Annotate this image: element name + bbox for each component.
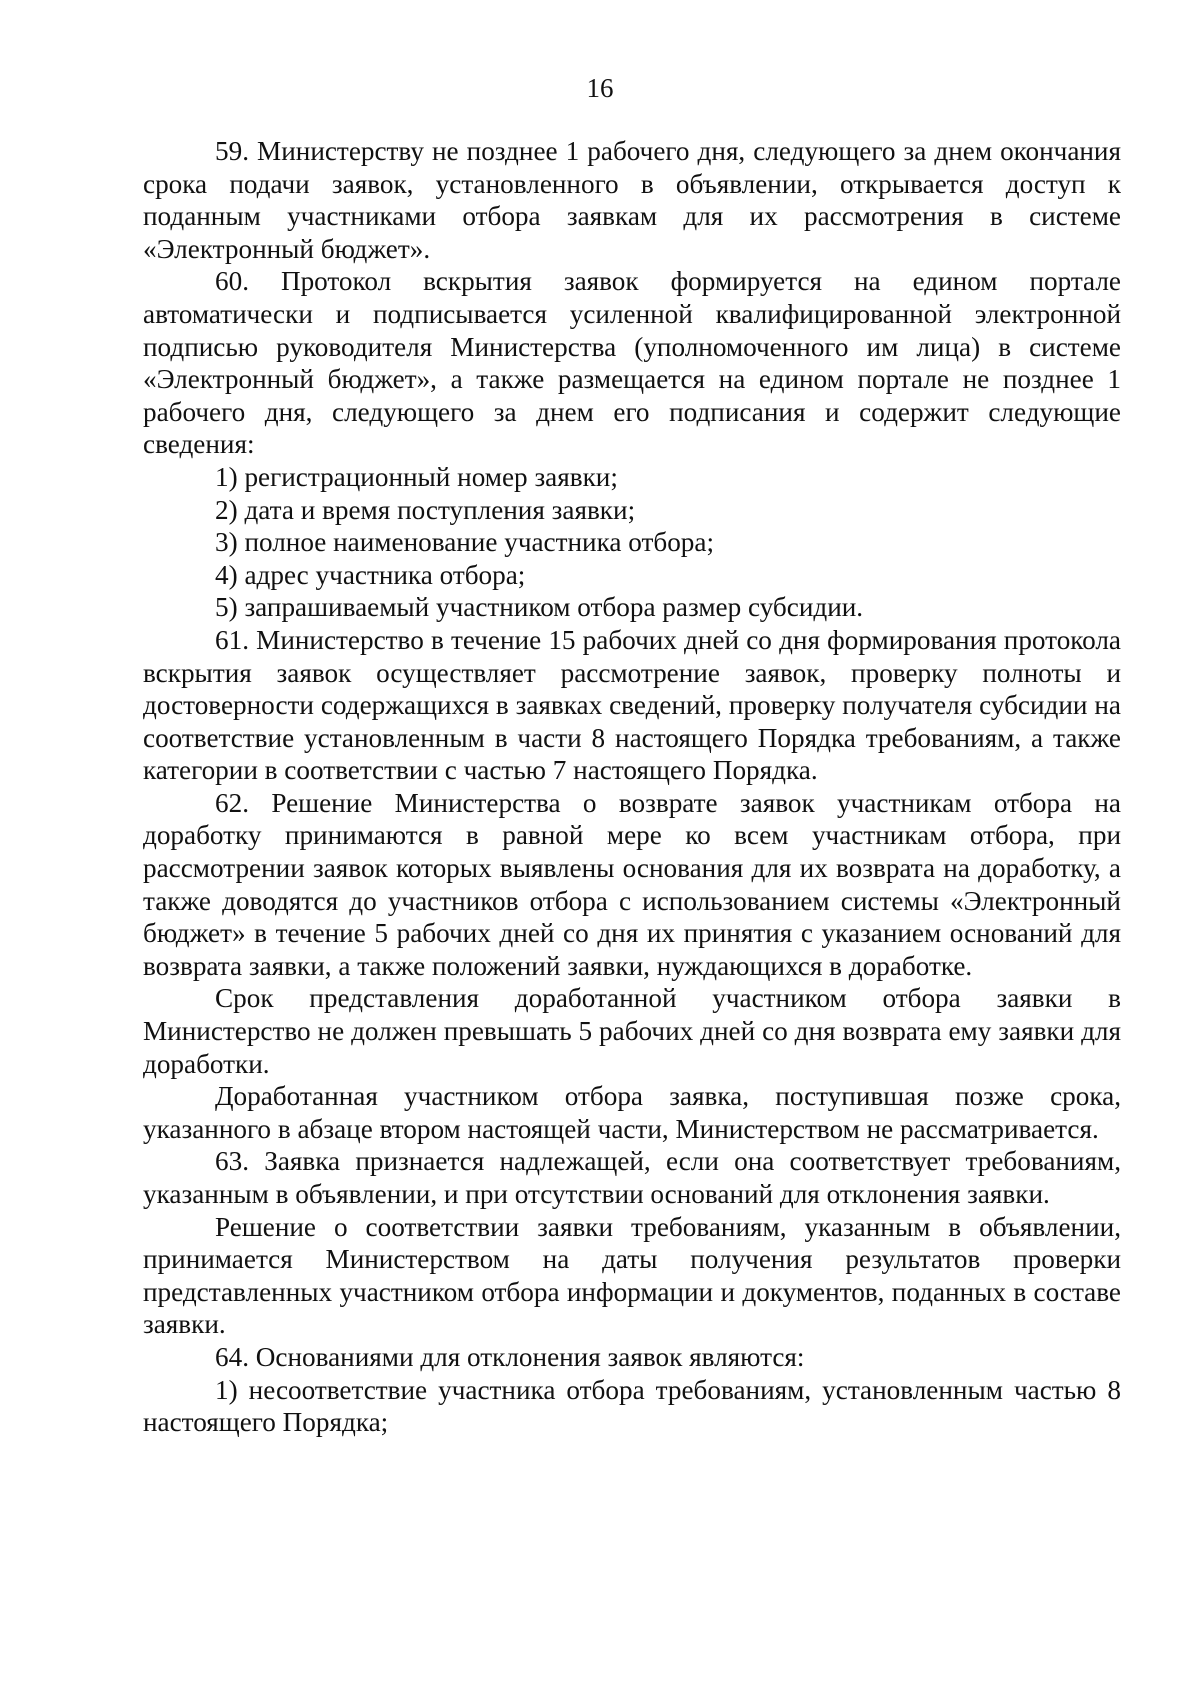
list-item: 2) дата и время поступления заявки; [215,494,636,525]
paragraph-62-second: Срок представления доработанной участником отбора заявки в Министерство не должен превышать 5 рабочих дней со дня возврата ему заявки для доработки. [143,983,1121,1079]
paragraph-64-item-1: 1) несоответствие участника отбора требованиям, установленным частью 8 настоящего Порядка; [143,1374,1121,1438]
list-item: 1) регистрационный номер заявки; [215,461,618,492]
paragraph-64: 64. Основаниями для отклонения заявок являются: [215,1341,805,1372]
list-item: 5) запрашиваемый участником отбора размер субсидии. [215,592,864,623]
paragraph-63-second: Решение о соответствии заявки требованиям, указанным в объявлении, принимается Министерством на даты получения результатов проверки представленных участником отбора информации и документов, поданных в составе заявки. [143,1211,1121,1340]
page-number: 16 [586,73,614,103]
paragraph-60: 60. Протокол вскрытия заявок формируется на едином портале автоматически и подписывается усиленной квалифицированной электронной подписью руководителя Министерства (уполномоченного им лица) в системе «Электронный бюджет», а также размещается на едином портале не позднее 1 рабочего дня, следующего за днем его подписания и содержит следующие сведения: [143,266,1121,460]
paragraph-62: 62. Решение Министерства о возврате заявок участникам отбора на доработку принимаются в равной мере ко всем участникам отбора, при рассмотрении заявок которых выявлены основания для их возврата на доработку, а также доводятся до участников отбора с использованием системы «Электронный бюджет» в течение 5 рабочих дней со дня их принятия с указанием оснований для возврата заявки, а также положений заявки, нуждающихся в доработке. [143,787,1121,981]
paragraph-61: 61. Министерство в течение 15 рабочих дней со дня формирования протокола вскрытия заявок осуществляет рассмотрение заявок, проверку полноты и достоверности содержащихся в заявках сведений, проверку получателя субсидии на соответствие установленным в части 8 настоящего Порядка требованиям, а также категории в соответствии с частью 7 настоящего Порядка. [143,624,1121,786]
document-body [143,135,1121,1439]
paragraph-63: 63. Заявка признается надлежащей, если она соответствует требованиям, указанным в объявлении, и при отсутствии оснований для отклонения заявки. [143,1146,1121,1209]
list-item: 3) полное наименование участника отбора; [215,527,715,558]
paragraph-59: 59. Министерству не позднее 1 рабочего дня, следующего за днем окончания срока подачи заявок, установленного в объявлении, открывается доступ к поданным участниками отбора заявкам для их рассмотрения в системе «Электронный бюджет». [143,136,1121,264]
paragraph-62-third: Доработанная участником отбора заявка, поступившая позже срока, указанного в абзаце втором настоящей части, Министерством не рассматривается. [143,1081,1121,1144]
list-item: 4) адрес участника отбора; [215,559,526,590]
